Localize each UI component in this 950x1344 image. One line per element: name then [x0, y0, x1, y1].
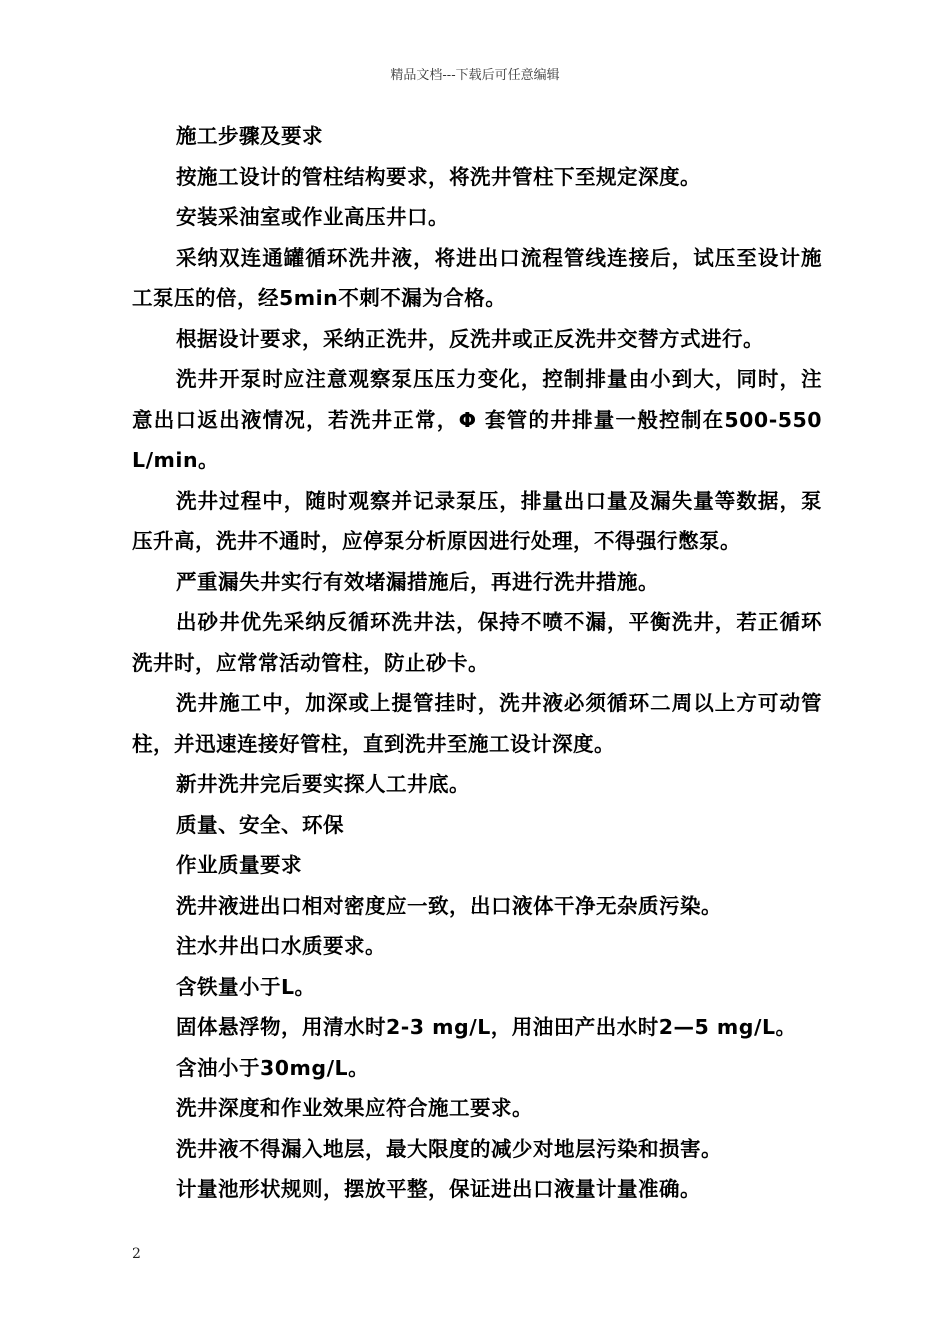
paragraph: 计量池形状规则，摆放平整，保证进出口液量计量准确。: [176, 1177, 701, 1201]
paragraph: 新井洗井完后要实探人工井底。: [176, 772, 470, 796]
paragraph: 安装采油室或作业高压井口。: [176, 205, 449, 229]
paragraph: 采纳双连通罐循环洗井液，将进出口流程管线连接后，试压至设计施工泵压的倍，经5min不刺不漏为合格。: [132, 245, 822, 310]
subsection-heading: 作业质量要求: [176, 853, 302, 877]
paragraph: 注水井出口水质要求。: [176, 934, 386, 958]
paragraph: 含铁量小于L。: [176, 974, 316, 999]
paragraph: 含油小于30mg/L。: [176, 1055, 370, 1080]
paragraph: 洗井开泵时应注意观察泵压压力变化，控制排量由小到大，同时，注意出口返出液情况，若洗井正常，Φ 套管的井排量一般控制在500-550L/min。: [132, 367, 822, 472]
paragraph: 严重漏失井实行有效堵漏措施后，再进行洗井措施。: [176, 569, 659, 594]
section-heading: 施工步骤及要求: [176, 124, 323, 148]
page-number: 2: [132, 1246, 141, 1262]
paragraph: 洗井施工中，加深或上提管挂时，洗井液必须循环二周以上方可动管柱，并迅速连接好管柱，直到洗井至施工设计深度。: [132, 691, 822, 756]
document-body: [132, 116, 822, 1210]
paragraph: 洗井液进出口相对密度应一致，出口液体干净无杂质污染。: [176, 893, 722, 918]
page-header: 精品文档---下载后可任意编辑: [390, 68, 560, 83]
section-heading: 质量、安全、环保: [176, 812, 344, 837]
paragraph: 洗井过程中，随时观察并记录泵压，排量出口量及漏失量等数据，泵压升高，洗井不通时，应停泵分析原因进行处理，不得强行憋泵。: [132, 488, 822, 553]
paragraph: 按施工设计的管柱结构要求，将洗井管柱下至规定深度。: [176, 164, 701, 189]
paragraph: 根据设计要求，采纳正洗井，反洗井或正反洗井交替方式进行。: [176, 326, 764, 351]
paragraph: 洗井深度和作业效果应符合施工要求。: [176, 1096, 533, 1120]
paragraph: 洗井液不得漏入地层，最大限度的减少对地层污染和损害。: [176, 1136, 722, 1161]
paragraph: 出砂井优先采纳反循环洗井法，保持不喷不漏，平衡洗井，若正循环洗井时，应常常活动管柱，防止砂卡。: [132, 610, 822, 675]
paragraph: 固体悬浮物，用清水时2-3 mg/L，用油田产出水时2—5 mg/L。: [176, 1015, 797, 1039]
